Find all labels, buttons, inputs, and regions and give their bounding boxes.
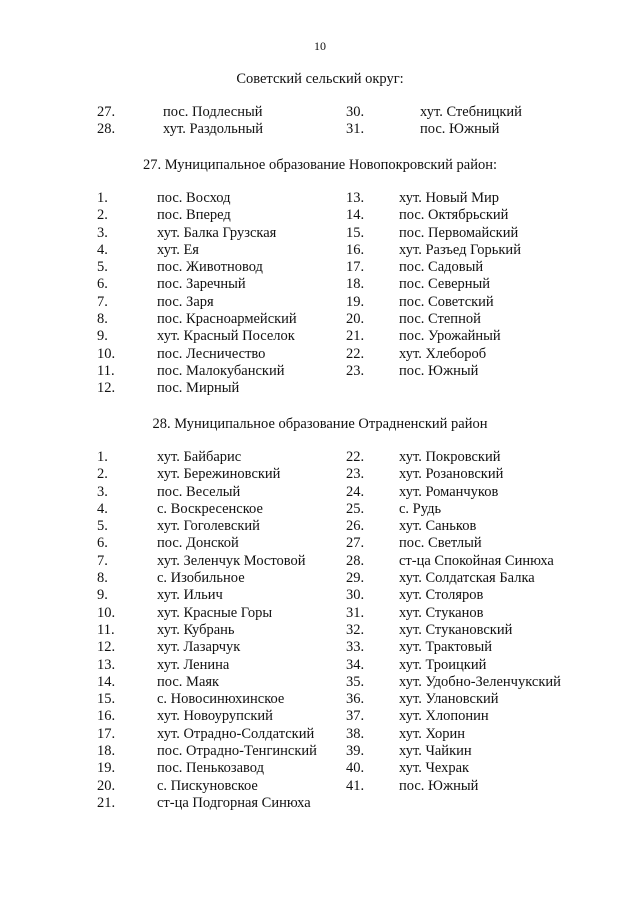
settlement-name: пос. Лесничество <box>157 345 266 362</box>
settlement-name: хут. Удобно-Зеленчукский <box>399 673 561 690</box>
settlement-name: хут. Саньков <box>399 518 477 535</box>
settlement-name: пос. Южный <box>420 121 500 138</box>
list-sovetsky <box>0 104 640 139</box>
item-number: 6. <box>97 535 108 552</box>
settlement-name: хут. Стебницкий <box>420 104 522 120</box>
list-row <box>0 276 640 293</box>
settlement-name: пос. Южный <box>399 362 479 379</box>
list-row <box>0 535 640 552</box>
list-row <box>0 294 640 311</box>
item-number: 40. <box>346 760 365 777</box>
item-number: 4. <box>97 500 108 517</box>
list-row <box>0 449 640 466</box>
item-number: 5. <box>97 259 108 276</box>
item-number: 12. <box>97 639 116 656</box>
item-number: 11. <box>97 621 115 638</box>
settlement-name: хут. Солдатская Балка <box>399 570 535 587</box>
item-number: 36. <box>346 691 365 708</box>
item-number: 1. <box>97 449 108 465</box>
settlement-name: хут. Гоголевский <box>157 518 260 535</box>
settlement-name: с. Пискуновское <box>157 777 258 794</box>
list-row <box>0 311 640 328</box>
item-number: 22. <box>346 345 365 362</box>
list-row <box>0 587 640 604</box>
item-number: 23. <box>346 466 365 483</box>
item-number: 5. <box>97 518 108 535</box>
list-row <box>0 501 640 518</box>
item-number: 33. <box>346 639 365 656</box>
item-number: 8. <box>97 570 108 587</box>
list-row <box>0 484 640 501</box>
list-row <box>0 657 640 674</box>
item-number: 3. <box>97 224 108 241</box>
settlement-name: хут. Зеленчук Мостовой <box>157 552 306 569</box>
settlement-name: пос. Степной <box>399 311 481 328</box>
settlement-name: хут. Троицкий <box>399 656 487 673</box>
item-number: 25. <box>346 500 365 517</box>
settlement-name: пос. Животновод <box>157 259 263 276</box>
settlement-name: хут. Разъед Горький <box>399 241 521 258</box>
list-row <box>0 778 640 795</box>
list-row <box>0 743 640 760</box>
settlement-name: хут. Новый Мир <box>399 190 500 206</box>
settlement-name: ст-ца Подгорная Синюха <box>157 794 311 811</box>
item-number: 18. <box>97 743 116 760</box>
settlement-name: пос. Мирный <box>157 380 240 397</box>
settlement-name: хут. Ея <box>157 241 199 258</box>
list-row <box>0 466 640 483</box>
item-number: 2. <box>97 466 108 483</box>
item-number: 24. <box>346 483 365 500</box>
item-number: 7. <box>97 552 108 569</box>
item-number: 11. <box>97 362 115 379</box>
settlement-name: пос. Первомайский <box>399 224 519 241</box>
settlement-name: с. Новосинюхинское <box>157 691 285 708</box>
settlement-name: хут. Хлопонин <box>399 708 489 725</box>
settlement-name: пос. Южный <box>399 777 479 794</box>
list-row <box>0 570 640 587</box>
list-row <box>0 328 640 345</box>
settlement-name: хут. Байбарис <box>157 449 242 465</box>
item-number: 29. <box>346 570 365 587</box>
settlement-name: пос. Донской <box>157 535 239 552</box>
item-number: 10. <box>97 604 116 621</box>
settlement-name: пос. Восход <box>157 190 231 206</box>
list-row <box>0 674 640 691</box>
settlement-name: с. Воскресенское <box>157 500 263 517</box>
settlement-name: хут. Раздольный <box>163 121 263 138</box>
list-row <box>0 259 640 276</box>
list-row <box>0 639 640 656</box>
list-row <box>0 553 640 570</box>
settlement-name: ст-ца Спокойная Синюха <box>399 552 554 569</box>
settlement-name: хут. Бережиновский <box>157 466 281 483</box>
list-row <box>0 605 640 622</box>
settlement-name: хут. Столяров <box>399 587 484 604</box>
list-row <box>0 190 640 207</box>
settlement-name: пос. Вперед <box>157 207 231 224</box>
item-number: 14. <box>97 673 116 690</box>
item-number: 17. <box>346 259 365 276</box>
item-number: 21. <box>97 794 116 811</box>
item-number: 17. <box>97 725 116 742</box>
item-number: 38. <box>346 725 365 742</box>
settlement-name: пос. Садовый <box>399 259 484 276</box>
settlement-name: хут. Стуканов <box>399 604 484 621</box>
settlement-name: хут. Ильич <box>157 587 223 604</box>
item-number: 13. <box>346 190 365 206</box>
item-number: 30. <box>346 587 365 604</box>
list-row <box>0 242 640 259</box>
settlement-name: с. Изобильное <box>157 570 245 587</box>
page-number: 10 <box>314 39 326 53</box>
item-number: 27. <box>346 535 365 552</box>
item-number: 16. <box>346 241 365 258</box>
list-row <box>0 380 640 397</box>
settlement-name: хут. Балка Грузская <box>157 224 277 241</box>
item-number: 22. <box>346 449 365 465</box>
settlement-name: пос. Урожайный <box>399 328 501 345</box>
list-row <box>0 708 640 725</box>
item-number: 30. <box>346 104 365 120</box>
item-number: 26. <box>346 518 365 535</box>
settlement-name: пос. Заречный <box>157 276 246 293</box>
settlement-name: хут. Кубрань <box>157 621 235 638</box>
settlement-name: пос. Веселый <box>157 483 241 500</box>
list-row <box>0 726 640 743</box>
item-number: 34. <box>346 656 365 673</box>
item-number: 20. <box>97 777 116 794</box>
settlement-name: хут. Новоурупский <box>157 708 273 725</box>
settlement-name: хут. Стукановский <box>399 621 513 638</box>
item-number: 13. <box>97 656 116 673</box>
settlement-name: хут. Лазарчук <box>157 639 241 656</box>
settlement-name: хут. Трактовый <box>399 639 493 656</box>
item-number: 41. <box>346 777 365 794</box>
list-novopokrovsky <box>0 190 640 398</box>
item-number: 31. <box>346 121 365 138</box>
list-row <box>0 691 640 708</box>
item-number: 1. <box>97 190 108 206</box>
item-number: 20. <box>346 311 365 328</box>
item-number: 28. <box>97 121 116 138</box>
item-number: 32. <box>346 621 365 638</box>
item-number: 31. <box>346 604 365 621</box>
item-number: 27. <box>97 104 116 120</box>
item-number: 8. <box>97 311 108 328</box>
list-row <box>0 518 640 535</box>
section-heading-otradnensky: 28. Муниципальное образование Отрадненский район <box>152 416 488 432</box>
settlement-name: пос. Малокубанский <box>157 362 285 379</box>
item-number: 23. <box>346 362 365 379</box>
settlement-name: пос. Светлый <box>399 535 482 552</box>
list-row <box>0 760 640 777</box>
list-row <box>0 104 640 121</box>
settlement-name: с. Рудь <box>399 500 442 517</box>
item-number: 2. <box>97 207 108 224</box>
settlement-name: пос. Северный <box>399 276 491 293</box>
item-number: 6. <box>97 276 108 293</box>
settlement-name: пос. Советский <box>399 293 494 310</box>
settlement-name: хут. Покровский <box>399 449 501 465</box>
settlement-name: хут. Улановский <box>399 691 499 708</box>
item-number: 15. <box>97 691 116 708</box>
settlement-name: пос. Октябрьский <box>399 207 509 224</box>
settlement-name: хут. Ленина <box>157 656 230 673</box>
section-heading-novopokrovsky: 27. Муниципальное образование Новопокровский район: <box>142 157 497 173</box>
item-number: 3. <box>97 483 108 500</box>
item-number: 4. <box>97 241 108 258</box>
list-otradnensky <box>0 449 640 812</box>
item-number: 19. <box>97 760 116 777</box>
list-row <box>0 795 640 812</box>
settlement-name: хут. Розановский <box>399 466 504 483</box>
list-row <box>0 207 640 224</box>
list-row <box>0 225 640 242</box>
item-number: 16. <box>97 708 116 725</box>
list-row <box>0 363 640 380</box>
list-row <box>0 346 640 363</box>
settlement-name: пос. Красноармейский <box>157 311 297 328</box>
item-number: 19. <box>346 293 365 310</box>
item-number: 14. <box>346 207 365 224</box>
settlement-name: пос. Отрадно-Тенгинский <box>157 743 317 760</box>
settlement-name: пос. Подлесный <box>163 104 263 120</box>
item-number: 10. <box>97 345 116 362</box>
list-row <box>0 622 640 639</box>
settlement-name: пос. Маяк <box>157 673 220 690</box>
item-number: 15. <box>346 224 365 241</box>
item-number: 9. <box>97 328 108 345</box>
settlement-name: хут. Хорин <box>399 725 466 742</box>
item-number: 35. <box>346 673 365 690</box>
settlement-name: хут. Красные Горы <box>157 604 273 621</box>
item-number: 39. <box>346 743 365 760</box>
settlement-name: хут. Хлебороб <box>399 345 487 362</box>
item-number: 21. <box>346 328 365 345</box>
settlement-name: хут. Отрадно-Солдатский <box>157 725 315 742</box>
settlement-name: пос. Заря <box>157 293 214 310</box>
item-number: 28. <box>346 552 365 569</box>
settlement-name: хут. Красный Поселок <box>157 328 295 345</box>
settlement-name: хут. Чайкин <box>399 743 472 760</box>
item-number: 37. <box>346 708 365 725</box>
settlement-name: хут. Романчуков <box>399 483 499 500</box>
list-row <box>0 121 640 138</box>
settlement-name: пос. Пенькозавод <box>157 760 265 777</box>
section-heading-sovetsky: Советский сельский округ: <box>236 71 404 87</box>
item-number: 18. <box>346 276 365 293</box>
item-number: 9. <box>97 587 108 604</box>
item-number: 12. <box>97 380 116 397</box>
settlement-name: хут. Чехрак <box>399 760 470 777</box>
item-number: 7. <box>97 293 108 310</box>
